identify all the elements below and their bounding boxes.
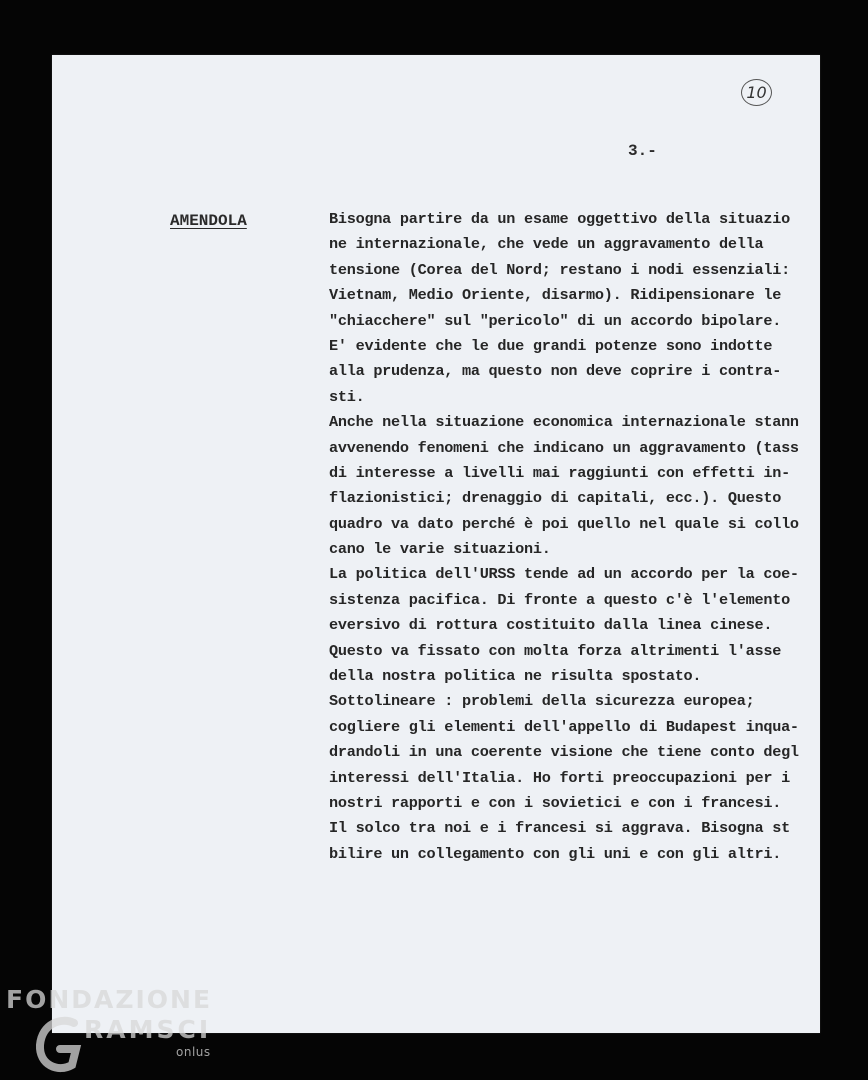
- text-line: Vietnam, Medio Oriente, disarmo). Ridipensionare le: [329, 286, 782, 305]
- watermark-line-3: onlus: [176, 1045, 211, 1059]
- text-line: della nostra politica ne risulta spostato.: [329, 667, 702, 686]
- text-line: drandoli in una coerente visione che tiene conto degl: [329, 743, 799, 762]
- watermark-line-1: FONDAZIONE: [6, 985, 213, 1014]
- page-number: 3.-: [628, 142, 657, 160]
- text-line: Il solco tra noi e i francesi si aggrava. Bisogna st: [329, 819, 790, 838]
- body-text: [329, 207, 815, 867]
- text-line: E' evidente che le due grandi potenze sono indotte: [329, 336, 773, 355]
- text-line: eversivo di rottura costituito dalla linea cinese.: [329, 616, 773, 635]
- speaker-name: AMENDOLA: [170, 212, 247, 230]
- text-line: alla prudenza, ma questo non deve coprire i contra-: [329, 362, 782, 381]
- archive-page-annotation: [741, 79, 772, 106]
- text-line: cano le varie situazioni.: [329, 540, 551, 559]
- text-line: La politica dell'URSS tende ad un accordo per la coe-: [329, 565, 799, 584]
- text-line: di interesse a livelli mai raggiunti con effetti in-: [329, 463, 790, 482]
- text-line: cogliere gli elementi dell'appello di Budapest inqua-: [329, 717, 799, 736]
- text-line: Anche nella situazione economica internazionale stann: [329, 413, 799, 432]
- text-line: flazionistici; drenaggio di capitali, ecc.). Questo: [329, 489, 782, 508]
- text-line: bilire un collegamento con gli uni e con gli altri.: [329, 844, 782, 863]
- text-line: ne internazionale, che vede un aggravamento della: [329, 235, 764, 254]
- text-line: quadro va dato perché è poi quello nel quale si collo: [329, 514, 799, 533]
- text-line: nostri rapporti e con i sovietici e con i francesi.: [329, 793, 782, 812]
- fondazione-gramsci-watermark: [6, 985, 221, 1075]
- text-line: interessi dell'Italia. Ho forti preoccupazioni per i: [329, 768, 790, 787]
- text-line: sti.: [329, 387, 365, 406]
- text-line: tensione (Corea del Nord; restano i nodi essenziali:: [329, 260, 790, 279]
- text-line: Questo va fissato con molta forza altrimenti l'asse: [329, 641, 782, 660]
- annotation-number: 10: [746, 83, 767, 102]
- watermark-line-2: RAMSCI: [84, 1015, 212, 1044]
- text-line: avvenendo fenomeni che indicano un aggravamento (tass: [329, 438, 799, 457]
- text-line: Bisogna partire da un esame oggettivo della situazio: [329, 210, 790, 228]
- text-line: Sottolineare : problemi della sicurezza europea;: [329, 692, 755, 711]
- text-line: "chiacchere" sul "pericolo" di un accordo bipolare.: [329, 311, 782, 330]
- g-logo-icon: [34, 1015, 86, 1075]
- text-line: sistenza pacifica. Di fronte a questo c'è l'elemento: [329, 590, 790, 609]
